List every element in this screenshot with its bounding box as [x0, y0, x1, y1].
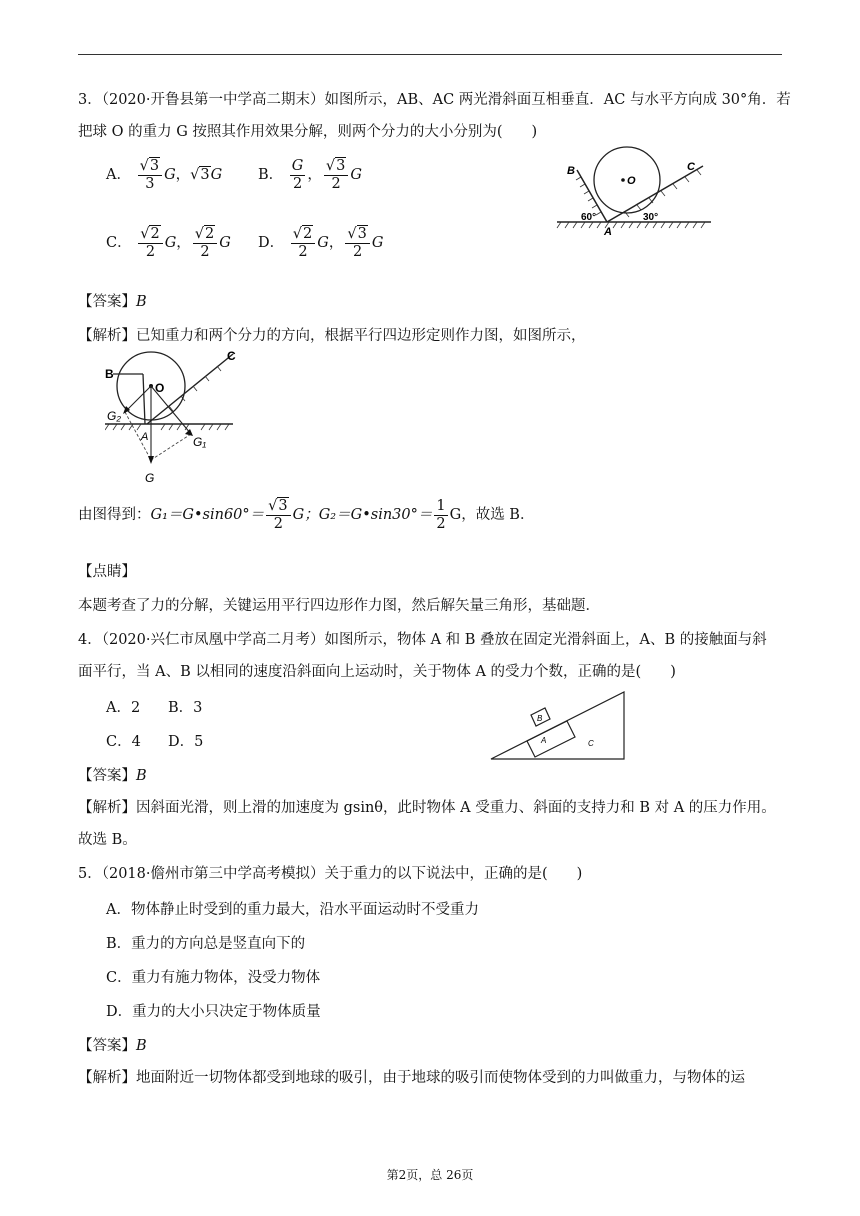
q3-option-d: D． $\frac{√2}{2}$ G， $\frac{√3}{2}$ G: [258, 226, 384, 260]
fig2-label-o: O: [155, 381, 165, 395]
fig2-label-g2: G₂: [107, 409, 121, 423]
q4-analysis-line1: 【解析】因斜面光滑，则上滑的加速度为 gsinθ，此时物体 A 受重力、斜面的支持力和 B 对 A 的压力作用。: [78, 800, 776, 816]
q4-answer: 【答案】B: [78, 768, 147, 784]
q5-option-a: A．物体静止时受到的重力最大，沿水平面运动时不受重力: [106, 902, 479, 918]
page-footer: 第2页，总 26页: [386, 1168, 474, 1182]
fig2-label-g: G: [145, 471, 155, 485]
q3-option-c: C． $\frac{√2}{2}$ G， $\frac{√2}{2}$ G: [106, 226, 231, 260]
q5-option-b: B．重力的方向总是竖直向下的: [106, 936, 306, 952]
fig1-label-30: 30°: [643, 212, 659, 223]
fig1-label-o: O: [627, 175, 636, 187]
q4-option-c: C．4: [106, 734, 141, 750]
q3-stem-line2: 把球 O 的重力 G 按照其作用效果分解，则两个分力的大小分别为( ): [78, 124, 538, 140]
q3-analysis: 【解析】已知重力和两个分力的方向，根据平行四边形定则作力图，如图所示，: [78, 328, 586, 344]
q4-option-d: D．5: [168, 734, 204, 750]
fig3-label-a: A: [541, 736, 547, 745]
q5-option-d: D．重力的大小只决定于物体质量: [106, 1004, 321, 1020]
q5-analysis: 【解析】地面附近一切物体都受到地球的吸引，由于地球的吸引而使物体受到的力叫做重力，与物体的运: [78, 1070, 745, 1086]
header-rule: [78, 54, 782, 55]
q4-stem-line2: 面平行，当 A、B 以相同的速度沿斜面向上运动时，关于物体 A 的受力个数，正确的是( ): [78, 664, 676, 680]
q3-figure-incline: [555, 138, 715, 238]
q3-result: 由图得到：G₁＝G•sin60°＝ $\frac{√3}{2}$ G；G₂＝G•sin30°＝ $\frac{1}{2}$ G，故选 B．: [78, 498, 535, 532]
fig1-label-a: A: [604, 226, 612, 238]
fig2-label-c: C: [227, 349, 236, 363]
q3-answer: 【答案】B: [78, 294, 147, 310]
fig2-label-b: B: [105, 367, 114, 381]
q4-figure-blocks: [488, 686, 628, 762]
fig1-label-c: C: [687, 161, 695, 173]
fig1-label-b: B: [567, 165, 575, 177]
fig3-label-c: C: [588, 739, 594, 748]
fig3-label-b: B: [537, 714, 543, 723]
q4-stem-line1: 4．（2020·兴仁市凤凰中学高二月考）如图所示，物体 A 和 B 叠放在固定光滑斜面上，A、B 的接触面与斜: [78, 632, 767, 648]
q3-option-b: B． $\frac{G}{2}$ ， $\frac{√3}{2}$ G: [258, 158, 362, 192]
q3-dianjing-label: 【点睛】: [78, 564, 136, 580]
q4-option-a: A．2: [106, 700, 141, 716]
q5-stem: 5．（2018·儋州市第三中学高考模拟）关于重力的以下说法中，正确的是( ): [78, 866, 583, 882]
q3-figure-force-diagram: [105, 348, 245, 486]
q4-analysis-line2: 故选 B。: [78, 832, 137, 848]
q3-option-a: A． $\frac{√3}{3}$ G，√3G: [106, 158, 223, 192]
fig2-label-g1: G₁: [193, 435, 207, 449]
q3-dianjing-text: 本题考查了力的分解，关键运用平行四边形作力图，然后解矢量三角形，基础题．: [78, 598, 600, 614]
q5-answer: 【答案】B: [78, 1038, 147, 1054]
q4-option-b: B．3: [168, 700, 203, 716]
q3-stem-line1: 3．（2020·开鲁县第一中学高二期末）如图所示，AB、AC 两光滑斜面互相垂直．AC 与水平方向成 30°角．若: [78, 92, 791, 108]
fig1-label-60: 60°: [581, 212, 597, 223]
q5-option-c: C．重力有施力物体，没受力物体: [106, 970, 321, 986]
fig2-label-a: A: [141, 431, 149, 443]
